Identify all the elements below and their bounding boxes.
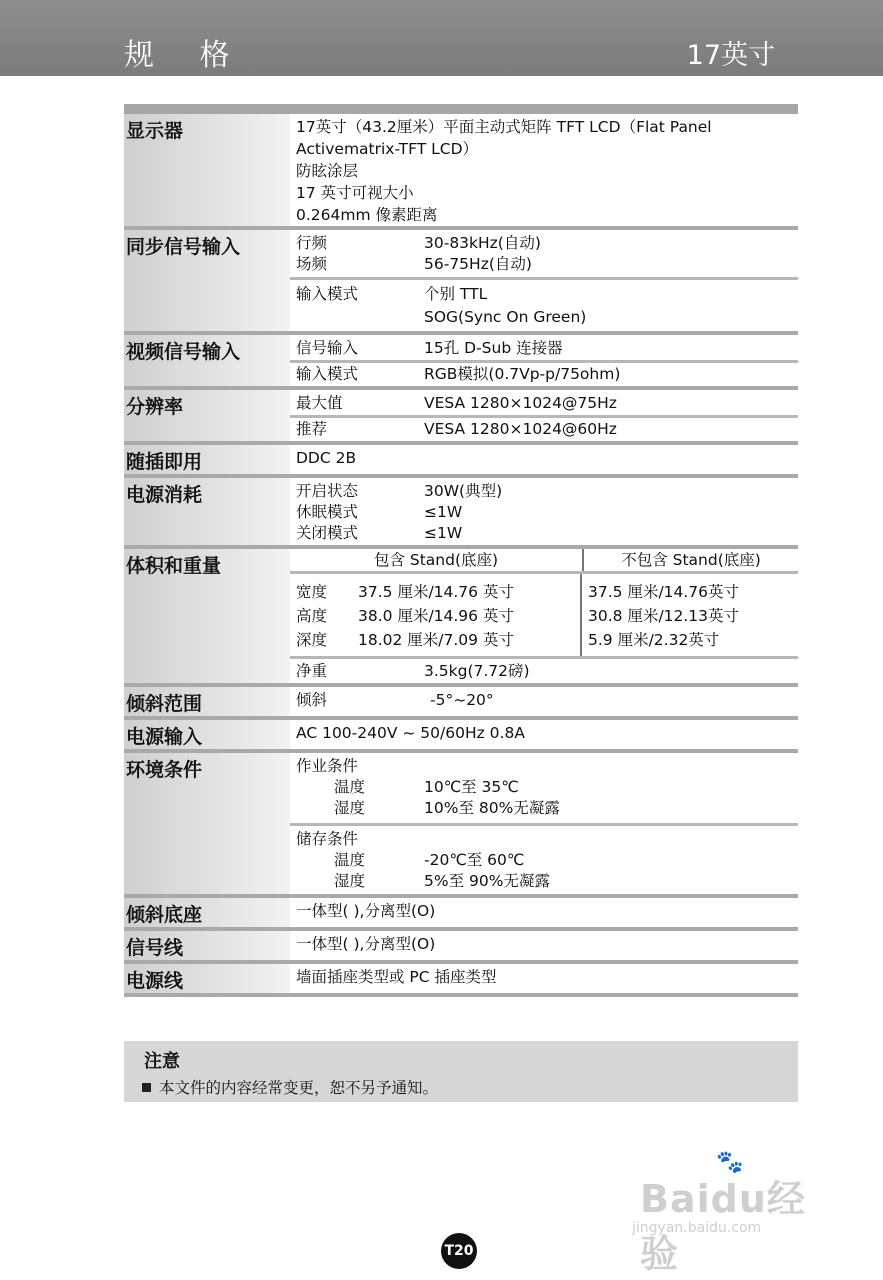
spec-key: 开启状态 [296, 482, 359, 500]
row-environment [124, 753, 798, 898]
spec-value: 3.5kg(7.72磅) [424, 662, 530, 680]
row-label: 分辨率 [124, 390, 290, 441]
page-header [0, 0, 883, 76]
paw-icon: 🐾 [716, 1150, 744, 1175]
note-title: 注意 [144, 1051, 180, 1072]
spec-value: AC 100-240V ~ 50/60Hz 0.8A [296, 724, 525, 742]
row-sync [124, 230, 798, 335]
spec-value: ≤1W [424, 503, 463, 521]
spec-value: 37.5 厘米/14.76英寸 [588, 583, 740, 601]
spec-value: 10℃至 35℃ [424, 778, 519, 796]
row-power-cord [124, 964, 798, 997]
row-power-consumption [124, 478, 798, 549]
spec-key: 湿度 [334, 872, 366, 890]
display-line: Activematrix-TFT LCD） [296, 140, 479, 158]
row-plug-and-play [124, 445, 798, 478]
display-line: 17英寸（43.2厘米）平面主动式矩阵 TFT LCD（Flat Panel [296, 118, 712, 136]
spec-value: 38.0 厘米/14.96 英寸 [358, 607, 514, 625]
page-title: 规 格 [124, 38, 248, 73]
spec-value: 56-75Hz(自动) [424, 255, 532, 273]
note-box [124, 1041, 798, 1102]
row-label: 倾斜范围 [124, 687, 290, 716]
spec-value: 5.9 厘米/2.32英寸 [588, 631, 720, 649]
spec-value: 30-83kHz(自动) [424, 234, 541, 252]
model-size: 17英寸 [686, 40, 775, 71]
row-display [124, 114, 798, 230]
spec-value: VESA 1280×1024@75Hz [424, 394, 617, 412]
spec-value: 15孔 D-Sub 连接器 [424, 339, 563, 357]
note-text: 本文件的内容经常变更，恕不另予通知。 [159, 1079, 439, 1097]
spec-key: 信号输入 [296, 339, 359, 357]
row-resolution [124, 390, 798, 445]
baidu-watermark [632, 1150, 840, 1276]
page-number: T20 [441, 1233, 477, 1269]
spec-value: SOG(Sync On Green) [424, 308, 587, 326]
display-line: 防眩涂层 [296, 162, 359, 180]
spec-value: 18.02 厘米/7.09 英寸 [358, 631, 514, 649]
spec-key: 温度 [334, 778, 366, 796]
spec-key: 休眠模式 [296, 503, 359, 521]
spec-key: 关闭模式 [296, 524, 359, 542]
row-tilt-range [124, 687, 798, 720]
watermark-url: jingyan.baidu.com [632, 1220, 762, 1236]
column-header-with-stand: 包含 Stand(底座) [290, 549, 584, 571]
spec-key: 高度 [296, 607, 328, 625]
spec-value: 10%至 80%无凝露 [424, 799, 560, 817]
column-header-without-stand: 不包含 Stand(底座) [621, 551, 761, 569]
spec-value: RGB模拟(0.7Vp-p/75ohm) [424, 365, 621, 383]
row-label: 电源线 [124, 964, 290, 993]
row-video [124, 335, 798, 390]
spec-table [124, 104, 798, 997]
row-label: 体积和重量 [124, 549, 290, 683]
spec-value: VESA 1280×1024@60Hz [424, 420, 617, 438]
row-label: 同步信号输入 [124, 230, 290, 331]
spec-value: 37.5 厘米/14.76 英寸 [358, 583, 514, 601]
watermark-brand: Baidu经验 [640, 1177, 806, 1276]
row-label: 电源输入 [124, 720, 290, 749]
spec-key: 净重 [296, 662, 328, 680]
bullet-icon [142, 1083, 151, 1092]
spec-key: 温度 [334, 851, 366, 869]
row-label: 随插即用 [124, 445, 290, 474]
row-label: 信号线 [124, 931, 290, 960]
spec-key: 行频 [296, 234, 328, 252]
row-label: 环境条件 [124, 753, 290, 894]
spec-key: 推荐 [296, 420, 328, 438]
note-item [142, 1076, 438, 1098]
operating-conditions-title: 作业条件 [296, 757, 359, 775]
row-label: 视频信号输入 [124, 335, 290, 386]
spec-value: 一体型( ),分离型(O) [296, 935, 436, 953]
spec-value: -5°~20° [430, 691, 494, 709]
spec-value: DDC 2B [296, 449, 357, 467]
spec-value: 墙面插座类型或 PC 插座类型 [296, 968, 497, 986]
table-top-bar [124, 104, 798, 114]
spec-key: 倾斜 [296, 691, 328, 709]
row-label: 显示器 [124, 114, 290, 226]
row-tilt-stand [124, 898, 798, 931]
spec-key: 输入模式 [296, 365, 359, 383]
row-power-input [124, 720, 798, 753]
spec-key: 深度 [296, 631, 328, 649]
spec-key: 输入模式 [296, 285, 359, 303]
row-label: 电源消耗 [124, 478, 290, 545]
spec-key: 湿度 [334, 799, 366, 817]
spec-value: 个别 TTL [424, 285, 488, 303]
row-signal-cable [124, 931, 798, 964]
spec-value: 5%至 90%无凝露 [424, 872, 550, 890]
spec-value: 一体型( ),分离型(O) [296, 902, 436, 920]
row-label: 倾斜底座 [124, 898, 290, 927]
spec-key: 最大值 [296, 394, 343, 412]
spec-value: 30W(典型) [424, 482, 503, 500]
storage-conditions-title: 储存条件 [296, 830, 359, 848]
spec-value: ≤1W [424, 524, 463, 542]
spec-key: 场频 [296, 255, 328, 273]
display-line: 17 英寸可视大小 [296, 184, 414, 202]
spec-key: 宽度 [296, 583, 328, 601]
spec-value: -20℃至 60℃ [424, 851, 525, 869]
display-line: 0.264mm 像素距离 [296, 206, 438, 224]
spec-value: 30.8 厘米/12.13英寸 [588, 607, 740, 625]
row-dimensions [124, 549, 798, 687]
